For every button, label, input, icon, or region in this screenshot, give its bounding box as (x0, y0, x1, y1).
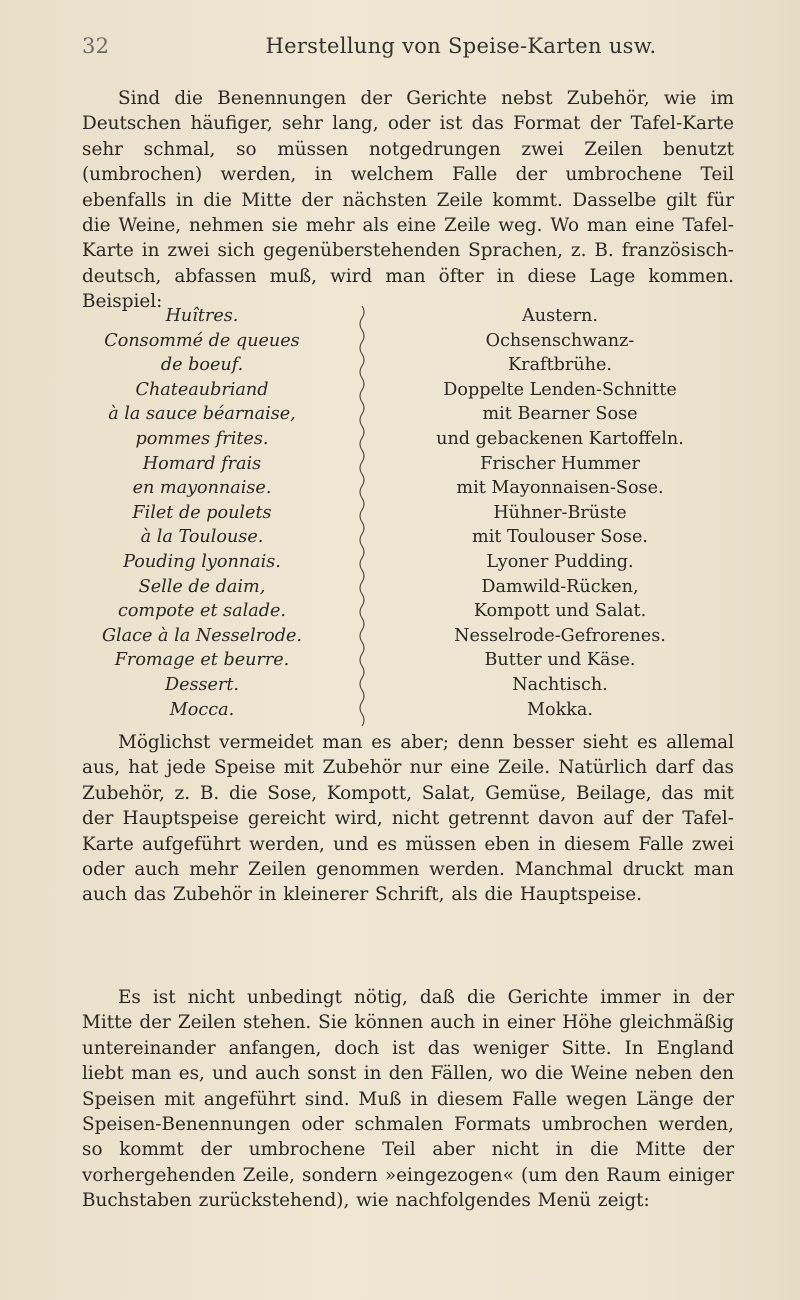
menu-line: Ochsenschwanz- (485, 330, 635, 351)
page-number: 32 (82, 34, 110, 58)
menu-line: Mokka. (526, 699, 593, 720)
running-head: Herstellung von Speise-Karten usw. (265, 34, 657, 58)
menu-line: Austern. (522, 306, 598, 326)
menu-line: Frischer Hummer (480, 453, 640, 474)
menu-line: Dessert. (164, 674, 240, 695)
menu-line: mit Bearner Sose (482, 404, 638, 425)
menu-line: Damwild-Rücken, (481, 576, 639, 597)
menu-line: Huîtres. (165, 306, 239, 326)
menu-line: Nachtisch. (512, 674, 608, 695)
page-header (82, 20, 740, 60)
wavy-divider (358, 306, 366, 726)
menu-line: à la sauce béarnaise, (108, 404, 296, 425)
menu-line: Selle de daim, (138, 576, 266, 597)
menu-line: compote et salade. (117, 601, 287, 622)
menu-line: Pouding lyonnais. (123, 551, 281, 572)
menu-line: Lyoner Pudding. (486, 551, 634, 572)
menu-line: Doppelte Lenden-Schnitte (443, 379, 677, 400)
paragraph-avoid-breaks: Möglichst vermeidet man es aber; denn besser sieht es allemal aus, hat jede Speise mit Zubehör nur eine Zeile. Natürlich darf das Zubehör, z. B. die Sose, Kompott, Salat, Gemüse, Beilage, das mit der Hauptspeise gereicht wird, nicht getrennt davon auf der Tafel-Karte aufgeführt werden, und es müssen eben in diesem Falle zwei oder auch mehr Zeilen genommen werden. Manchmal druckt man auch das Zubehör in kleinerer Schrift, als die Hauptspeise. (82, 732, 734, 906)
menu-line: Mocca. (169, 699, 235, 720)
paragraph-alignment: Es ist nicht unbedingt nötig, daß die Gerichte immer in der Mitte der Zeilen stehen. Sie können auch in einer Höhe gleichmäßig untereinander anfangen, doch ist das weniger Sitte. In England liebt man es, und auch sonst in den Fällen, wo die Weine neben den Speisen mit angeführt sind. Muß in diesem Falle wegen Länge der Speisen-Benennungen oder schmalen Formats umbrochen werden, so kommt der umbrochene Teil aber nicht in die Mitte der vorhergehenden Zeile, sondern »eingezogen« (um den Raum einiger Buchstaben zurückstehend), wie nachfolgendes Menü zeigt: (82, 987, 734, 1212)
menu-line: Glace à la Nesselrode. (102, 625, 302, 646)
menu-line: de boeuf. (160, 355, 244, 376)
menu-line: à la Toulouse. (140, 527, 264, 548)
menu-german-column (384, 304, 736, 722)
menu-line: Chateaubriand (135, 379, 269, 400)
menu-line: Kraftbrühe. (508, 355, 612, 376)
menu-line: en mayonnaise. (132, 478, 272, 499)
menu-line: mit Mayonnaisen-Sose. (456, 478, 664, 499)
menu-line: Homard frais (142, 453, 262, 474)
menu-line: Nesselrode-Gefrorenes. (454, 625, 666, 646)
menu-line: mit Toulouser Sose. (472, 527, 648, 548)
menu-line: Filet de poulets (132, 502, 272, 523)
menu-line: pommes frites. (135, 428, 269, 449)
menu-french-column (82, 304, 322, 722)
menu-line: Butter und Käse. (484, 650, 636, 671)
menu-line: Consommé de queues (104, 330, 300, 351)
menu-line: und gebackenen Kartoffeln. (436, 428, 684, 449)
menu-line: Kompott und Salat. (473, 601, 647, 622)
paragraph-intro: Sind die Benennungen der Gerichte nebst Zubehör, wie im Deutschen häufiger, sehr lang, oder ist das Format der Tafel-Karte sehr schmal, so müssen notgedrungen zwei Zeilen benutzt (umbrochen) werden, in welchem Falle der umbrochene Teil ebenfalls in die Mitte der nächsten Zeile kommt. Dasselbe gilt für die Weine, nehmen sie mehr als eine Zeile weg. Wo man eine Tafel-Karte in zwei sich gegenüberstehenden Sprachen, z. B. französisch-deutsch, abfassen muß, wird man öfter in diese Lage kommen. Beispiel: (82, 88, 734, 313)
menu-line: Hühner-Brüste (493, 502, 627, 523)
menu-line: Fromage et beurre. (114, 650, 290, 671)
